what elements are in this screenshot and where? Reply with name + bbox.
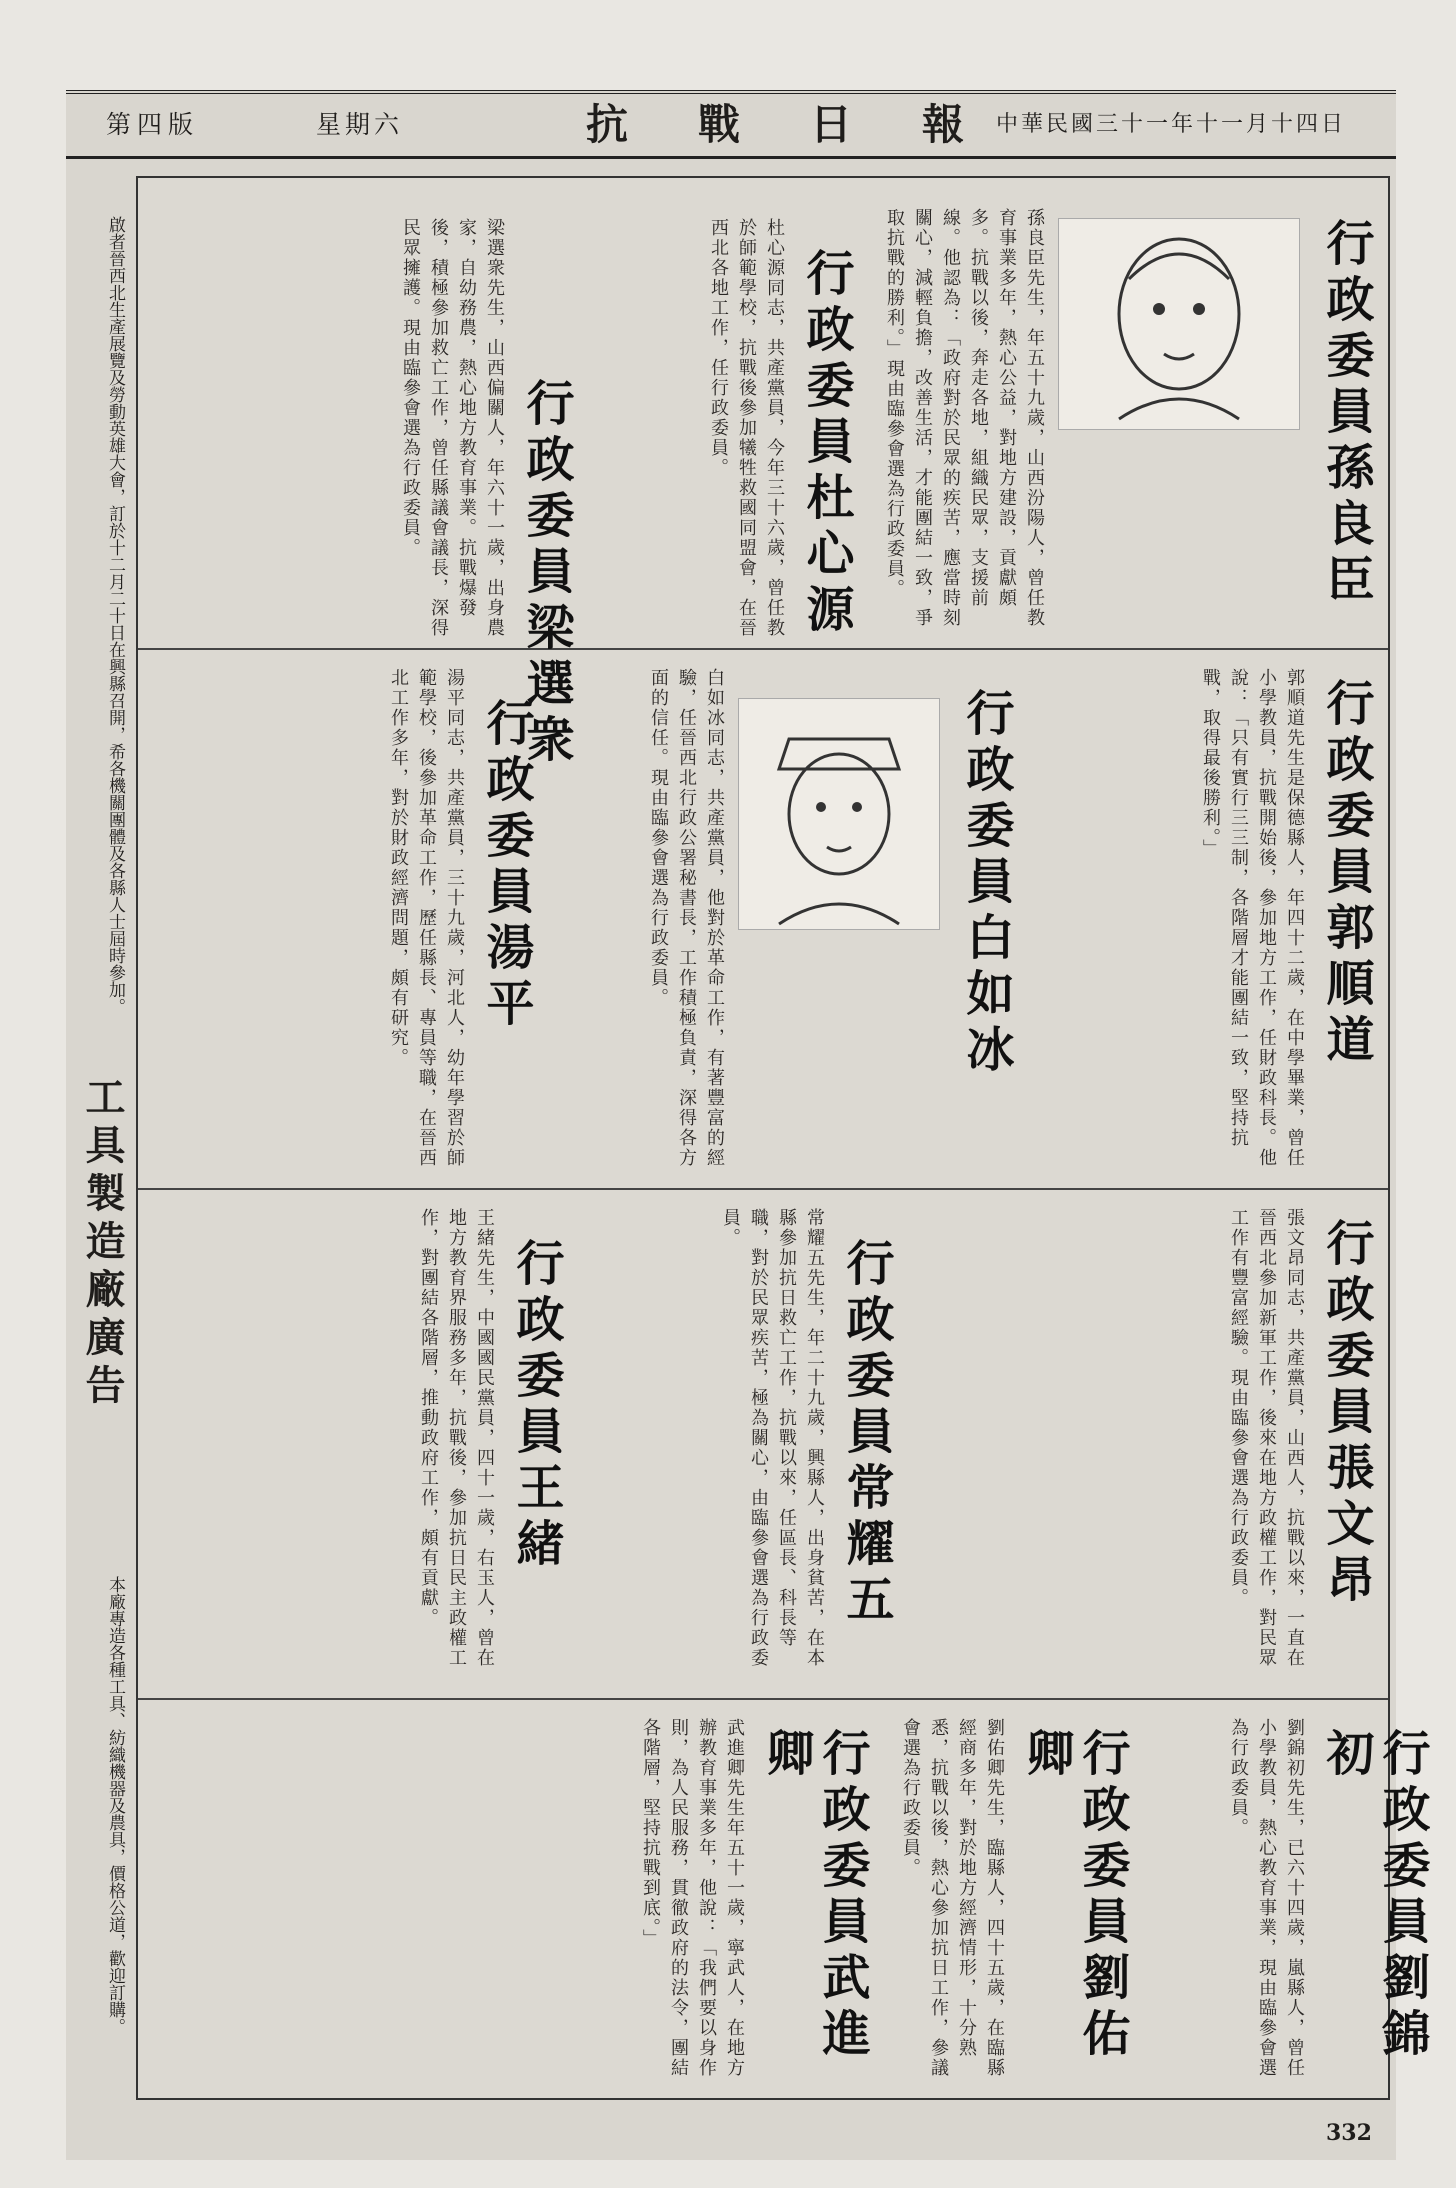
sidebar [66, 176, 130, 2096]
weekday: 星期六 [316, 110, 404, 139]
headline-bai: 行政委員白如冰 [958, 688, 1014, 1080]
headline-wang: 行政委員王緒 [508, 1238, 564, 1574]
article-liu-jinchu: 劉錦初先生，已六十四歲，嵐縣人，曾任小學教員，熱心教育事業，現由臨參會選為行政委員。 [1228, 1718, 1305, 2078]
ad-title: 工具製造廠廣告 [79, 1076, 126, 1412]
article-sun: 孫良臣先生，年五十九歲，山西汾陽人，曾任教育事業多年，熱心公益，對地方建設，貢獻頗多。抗戰以後，奔走各地，組織民眾，支援前線。他認為：「政府對於民眾的疾苦，應當時刻關心，減輕負擔，改善生活，才能團結一致，爭取抗戰的勝利。」現由臨參會選為行政委員。 [884, 208, 1045, 628]
headline-zhang: 行政委員張文昂 [1318, 1218, 1374, 1610]
article-bai: 白如冰同志，共產黨員，他對於革命工作，有著豐富的經驗，任晉西北行政公署秘書長，工作積極負責，深得各方面的信任。現由臨參會選為行政委員。 [648, 668, 725, 1168]
divider [138, 1698, 1388, 1700]
divider [138, 1188, 1388, 1190]
article-liang: 梁選衆先生，山西偏關人，年六十一歲，出身農家，自幼務農，熱心地方教育事業。抗戰爆發後，積極參加救亡工作，曾任縣議會議長，深得民眾擁護。現由臨參會選為行政委員。 [400, 218, 505, 638]
headline-liu-jinchu: 行政委員劉錦初 [1318, 1728, 1430, 2064]
article-tang: 湯平同志，共產黨員，三十九歲，河北人，幼年學習於師範學校，後參加革命工作，歷任縣長、專員等職，在晉西北工作多年，對於財政經濟問題，頗有研究。 [388, 668, 465, 1168]
headline-tang: 行政委員湯平 [478, 698, 534, 1034]
article-zhang: 張文昂同志，共產黨員，山西人，抗戰以來，一直在晉西北參加新軍工作，後來在地方政權工作，對民眾工作有豐富經驗。現由臨參會選為行政委員。 [1228, 1208, 1305, 1668]
article-liu-youqing: 劉佑卿先生，臨縣人，四十五歲，在臨縣經商多年，對於地方經濟情形，十分熟悉，抗戰以後，熱心參加抗日工作，參議會選為行政委員。 [900, 1718, 1005, 2078]
headline-liu-youqing: 行政委員劉佑卿 [1018, 1728, 1130, 2064]
portrait-sun [1058, 218, 1300, 430]
masthead [66, 90, 1396, 159]
article-guo: 郭順道先生是保德縣人，年四十二歲，在中學畢業，曾任小學教員，抗戰開始後，參加地方工作，任財政科長。他說：「只有實行三三制，各階層才能團結一致，堅持抗戰，取得最後勝利。」 [1200, 668, 1305, 1168]
article-chang: 常耀五先生，年二十九歲，興縣人，出身貧苦，在本縣參加抗日救亡工作，抗戰以來，任區長、科長等職，對於民眾疾苦，極為關心，由臨參會選為行政委員。 [720, 1208, 825, 1668]
headline-guo: 行政委員郭順道 [1318, 678, 1374, 1070]
ad-text: 本廠專造各種工具、紡織機器及農具，價格公道，歡迎訂購。 [105, 1576, 125, 2035]
article-wu: 武進卿先生年五十一歲，寧武人，在地方辦教育事業多年，他說：「我們要以身作則，為人民服務，貫徹政府的法令，團結各階層，堅持抗戰到底。」 [640, 1718, 745, 2078]
headline-liang: 行政委員梁選衆 [518, 378, 574, 770]
article-wang: 王緒先生，中國國民黨員，四十一歲，右玉人，曾在地方教育界服務多年，抗戰後，參加抗日民主政權工作，對團結各階層，推動政府工作，頗有貢獻。 [418, 1208, 495, 1668]
headline-wu: 行政委員武進卿 [758, 1728, 870, 2064]
headline-sun: 行政委員孫良臣 [1318, 218, 1374, 610]
newspaper-title: 抗戰日報 [586, 100, 1035, 149]
newspaper-page [66, 90, 1430, 2160]
article-du: 杜心源同志，共產黨員，今年三十六歲，曾任教於師範學校，抗戰後參加犧牲救國同盟會，在晉西北各地工作，任行政委員。 [708, 218, 785, 638]
headline-chang: 行政委員常耀五 [838, 1238, 894, 1630]
sidebar-notice: 啟者晉西北生產展覽及勞動英雄大會，訂於十二月二十日在興縣召開，希各機關團體及各縣人士屆時參加。 [105, 216, 125, 1015]
divider [138, 648, 1388, 650]
page-number: 332 [1326, 2120, 1372, 2146]
issue-date: 中華民國三十一年十一月十四日 [996, 112, 1347, 137]
page-label: 第四版 [106, 110, 200, 139]
headline-du: 行政委員杜心源 [798, 248, 854, 640]
portrait-bai [738, 698, 940, 930]
article-area [136, 176, 1430, 2100]
